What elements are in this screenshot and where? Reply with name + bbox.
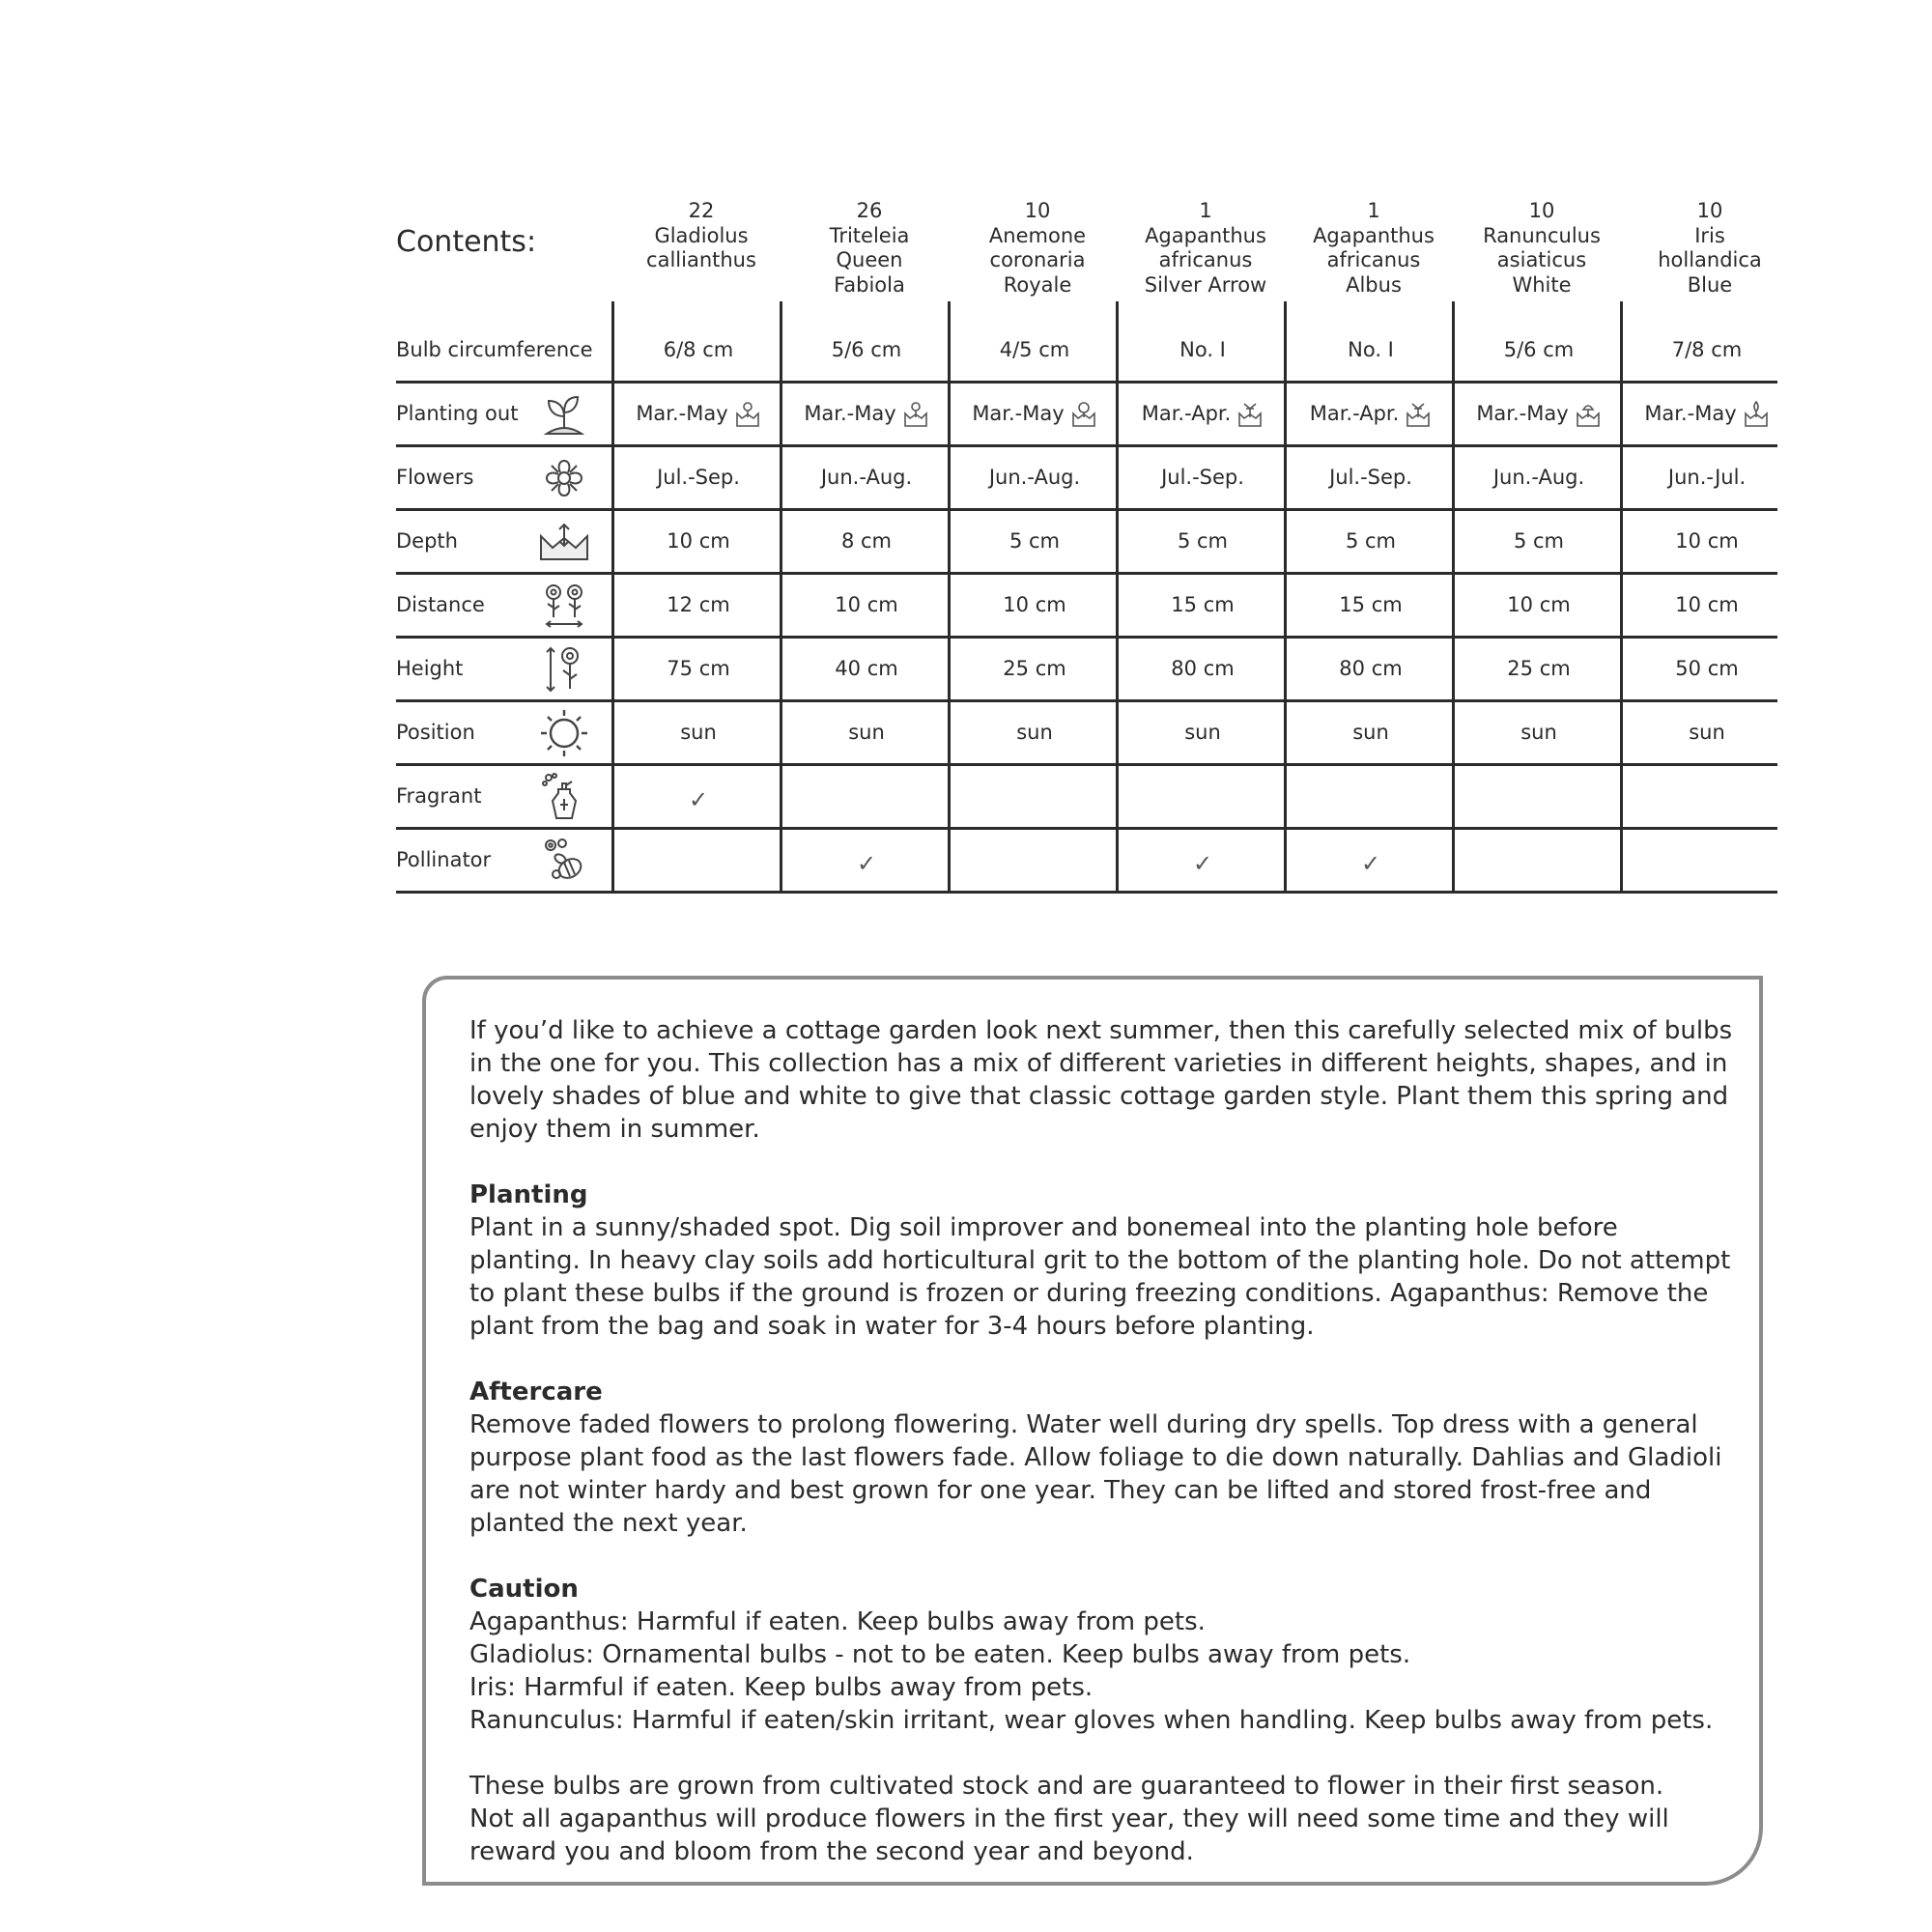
table-cell: Jun.-Aug. (988, 466, 1081, 489)
table-cell (1287, 765, 1455, 827)
check-mark: ✓ (856, 850, 877, 877)
table-cell: 25 cm (1507, 657, 1571, 680)
row-label: Fragrant (396, 784, 482, 808)
table-cell: Jul.-Sep. (1329, 466, 1412, 489)
variety-name-line: Queen (836, 248, 903, 271)
variety-header (785, 199, 953, 298)
variety-name-line: Anemone (988, 223, 1087, 247)
guarantee-line: reward you and bloom from the second year and beyond. (469, 1837, 1194, 1866)
caution-line: Iris: Harmful if eaten. Keep bulbs away from pets. (469, 1673, 1094, 1702)
intro-paragraph: If you’d like to achieve a cottage garden look next summer, then this carefully selected mix of bulbs in the one for you. This collection has a mix of different varieties in different heights, shapes, and in lovely shades of blue and white to give that classic cottage garden style. Plant them this spring and enjoy them in summer. (469, 1016, 1733, 1144)
table-cell: Jun.-Aug. (820, 466, 913, 489)
variety-name-line: callianthus (646, 248, 756, 271)
table-cell (1455, 383, 1623, 444)
table-cell-text: Mar.-Apr. (1141, 402, 1232, 425)
table-cell: 80 cm (1171, 657, 1235, 680)
row-distance (396, 574, 1777, 639)
aftercare-heading: Aftercare (469, 1378, 603, 1406)
variety-header (1122, 199, 1290, 298)
table-cell-text: Mar.-May (804, 402, 896, 425)
depth-icon (539, 517, 589, 567)
row-position (396, 701, 1777, 766)
variety-name-line: africanus (1158, 248, 1253, 271)
plant-bulb-icon (1743, 400, 1770, 429)
table-cell: 5 cm (1345, 529, 1397, 553)
table-cell-text: Mar.-May (636, 402, 728, 425)
table-cell: 40 cm (835, 657, 898, 680)
planting-paragraph: Plant in a sunny/shaded spot. Dig soil improver and bonemeal into the planting hole before planting. In heavy clay soils add horticultural grit to the bottom of the planting hole. Do not attempt to plant these bulbs if the ground is frozen or during freezing conditions. Agapanthus: Remove the plant from the bag and soak in water for 3-4 hours before planting. (469, 1213, 1731, 1341)
variety-header (1626, 199, 1794, 298)
table-cell: 10 cm (1507, 593, 1571, 616)
variety-qty: 22 (688, 199, 715, 222)
table-cell: 10 cm (1675, 593, 1739, 616)
height-icon (539, 644, 589, 695)
row-label: Pollinator (396, 848, 492, 871)
variety-name-line: Silver Arrow (1144, 272, 1267, 297)
plant-bulb-icon (902, 400, 929, 429)
row-label: Position (396, 721, 475, 744)
caution-line: Agapanthus: Harmful if eaten. Keep bulbs away from pets. (469, 1607, 1206, 1636)
table-cell: 12 cm (667, 593, 730, 616)
table-cell: Jul.-Sep. (657, 466, 740, 489)
plant-bulb-icon (1575, 400, 1602, 429)
table-cell: sun (1352, 721, 1389, 744)
variety-name-line: hollandica (1658, 248, 1762, 271)
table-cell (1287, 829, 1455, 891)
variety-name-line: Triteleia (829, 223, 910, 247)
check-mark: ✓ (1360, 850, 1381, 877)
table-cell: 15 cm (1171, 593, 1235, 616)
plant-bulb-icon (1070, 400, 1097, 429)
row-label: Flowers (396, 466, 474, 489)
table-cell: 7/8 cm (1671, 338, 1743, 361)
row-label: Bulb circumference (396, 338, 593, 361)
table-cell: Jul.-Sep. (1161, 466, 1244, 489)
row-label: Planting out (396, 402, 519, 425)
variety-name-line: Fabiola (834, 272, 905, 297)
variety-qty: 1 (1199, 199, 1212, 222)
table-cell: 6/8 cm (663, 338, 734, 361)
table-cell (1623, 829, 1791, 891)
table-cell: sun (1689, 721, 1725, 744)
table-cell: 80 cm (1339, 657, 1403, 680)
sun-icon (539, 708, 589, 758)
planting-heading: Planting (469, 1180, 588, 1209)
table-cell (1119, 383, 1287, 444)
variety-name-line: Blue (1687, 272, 1733, 297)
table-cell: 5 cm (1177, 529, 1229, 553)
variety-name-line: Agapanthus (1145, 223, 1266, 247)
table-cell: 15 cm (1339, 593, 1403, 616)
table-cell: Jun.-Aug. (1492, 466, 1585, 489)
variety-name-line: africanus (1326, 248, 1421, 271)
variety-qty: 10 (1528, 199, 1555, 222)
table-cell (782, 829, 951, 891)
variety-name-line: coronaria (989, 248, 1086, 271)
caution-line: Ranunculus: Harmful if eaten/skin irritant, wear gloves when handling. Keep bulbs away from pets. (469, 1706, 1714, 1735)
guarantee-line: These bulbs are grown from cultivated stock and are guaranteed to flower in their first season. (469, 1772, 1664, 1801)
table-cell: 50 cm (1675, 657, 1739, 680)
table-cell-text: Mar.-May (972, 402, 1065, 425)
bee-icon (539, 836, 589, 886)
table-cell (614, 383, 782, 444)
table-cell: sun (1520, 721, 1557, 744)
table-cell (614, 765, 782, 827)
table-cell (951, 829, 1119, 891)
variety-name-line: asiaticus (1496, 248, 1587, 271)
variety-name-line: White (1512, 272, 1572, 297)
table-cell: 10 cm (835, 593, 898, 616)
table-cell (951, 765, 1119, 827)
variety-name-line: Iris (1694, 223, 1725, 247)
distance-icon (539, 581, 589, 631)
variety-header (1290, 199, 1458, 298)
table-cell: 8 cm (840, 529, 893, 553)
table-cell (1119, 829, 1287, 891)
table-cell: No. I (1179, 338, 1226, 361)
info-box (422, 976, 1763, 1886)
table-cell-text: Mar.-Apr. (1309, 402, 1400, 425)
variety-name-line: Ranunculus (1483, 223, 1601, 247)
table-cell: 4/5 cm (999, 338, 1070, 361)
row-height (396, 638, 1777, 702)
table-cell (1455, 765, 1623, 827)
table-cell: sun (1016, 721, 1053, 744)
table-cell: 5/6 cm (1503, 338, 1575, 361)
variety-qty: 1 (1367, 199, 1380, 222)
table-cell: 75 cm (667, 657, 730, 680)
table-cell (782, 383, 951, 444)
plant-bulb-icon (734, 400, 761, 429)
table-cell (1623, 765, 1791, 827)
variety-name-line: Agapanthus (1313, 223, 1435, 247)
table-cell (1455, 829, 1623, 891)
caution-heading: Caution (469, 1575, 579, 1604)
table-cell: 25 cm (1003, 657, 1066, 680)
flower-icon (539, 453, 589, 503)
guarantee-paragraph (469, 1770, 1735, 1868)
row-flowers (396, 446, 1777, 511)
row-bulb-circumference (396, 319, 1777, 384)
variety-qty: 10 (1696, 199, 1723, 222)
table-cell-text: Mar.-May (1644, 402, 1737, 425)
fragrance-icon (539, 772, 589, 822)
table-cell: 10 cm (1675, 529, 1739, 553)
variety-header (953, 199, 1122, 298)
variety-header (1458, 199, 1626, 298)
row-pollinator (396, 829, 1777, 894)
table-cell: No. I (1348, 338, 1394, 361)
guarantee-line: Not all agapanthus will produce flowers in the first year, they will need some time and they will (469, 1804, 1669, 1833)
caution-line: Gladiolus: Ornamental bulbs - not to be eaten. Keep bulbs away from pets. (469, 1640, 1411, 1669)
table-cell (614, 829, 782, 891)
variety-name-line: Royale (1003, 272, 1072, 297)
table-cell: 10 cm (667, 529, 730, 553)
row-label: Height (396, 657, 464, 680)
table-cell: 5 cm (1513, 529, 1565, 553)
table-cell: Jun.-Jul. (1667, 466, 1747, 489)
row-fragrant (396, 765, 1777, 830)
table-cell (951, 383, 1119, 444)
table-cell: 5/6 cm (831, 338, 902, 361)
check-mark: ✓ (688, 786, 709, 813)
variety-name-line: Albus (1346, 272, 1402, 297)
check-mark: ✓ (1192, 850, 1213, 877)
table-cell (782, 765, 951, 827)
aftercare-paragraph: Remove faded flowers to prolong flowering. Water well during dry spells. Top dress with a general purpose plant food as the last flowers fade. Allow foliage to die down naturally. Dahlias and Gladioli are not winter hardy and best grown for one year. They can be lifted and stored frost-free and planted the next year. (469, 1410, 1722, 1538)
table-cell (1623, 383, 1791, 444)
variety-name-line: Gladiolus (654, 223, 749, 247)
row-depth (396, 510, 1777, 575)
plant-bulb-icon (1236, 400, 1264, 429)
row-label: Distance (396, 593, 485, 616)
variety-qty: 10 (1024, 199, 1051, 222)
variety-header (617, 199, 785, 273)
table-cell (1287, 383, 1455, 444)
plant-bulb-icon (1405, 400, 1432, 429)
table-cell: sun (848, 721, 885, 744)
table-cell: 10 cm (1003, 593, 1066, 616)
seedling-icon (539, 389, 589, 440)
table-cell-text: Mar.-May (1476, 402, 1569, 425)
table-cell (1119, 765, 1287, 827)
caution-list (469, 1605, 1735, 1737)
table-cell: 5 cm (1009, 529, 1061, 553)
variety-qty: 26 (856, 199, 883, 222)
row-planting-out (396, 383, 1777, 447)
info-text (469, 1014, 1735, 1901)
contents-title: Contents: (396, 225, 537, 259)
table-cell: sun (680, 721, 717, 744)
row-label: Depth (396, 529, 458, 553)
table-cell: sun (1184, 721, 1221, 744)
